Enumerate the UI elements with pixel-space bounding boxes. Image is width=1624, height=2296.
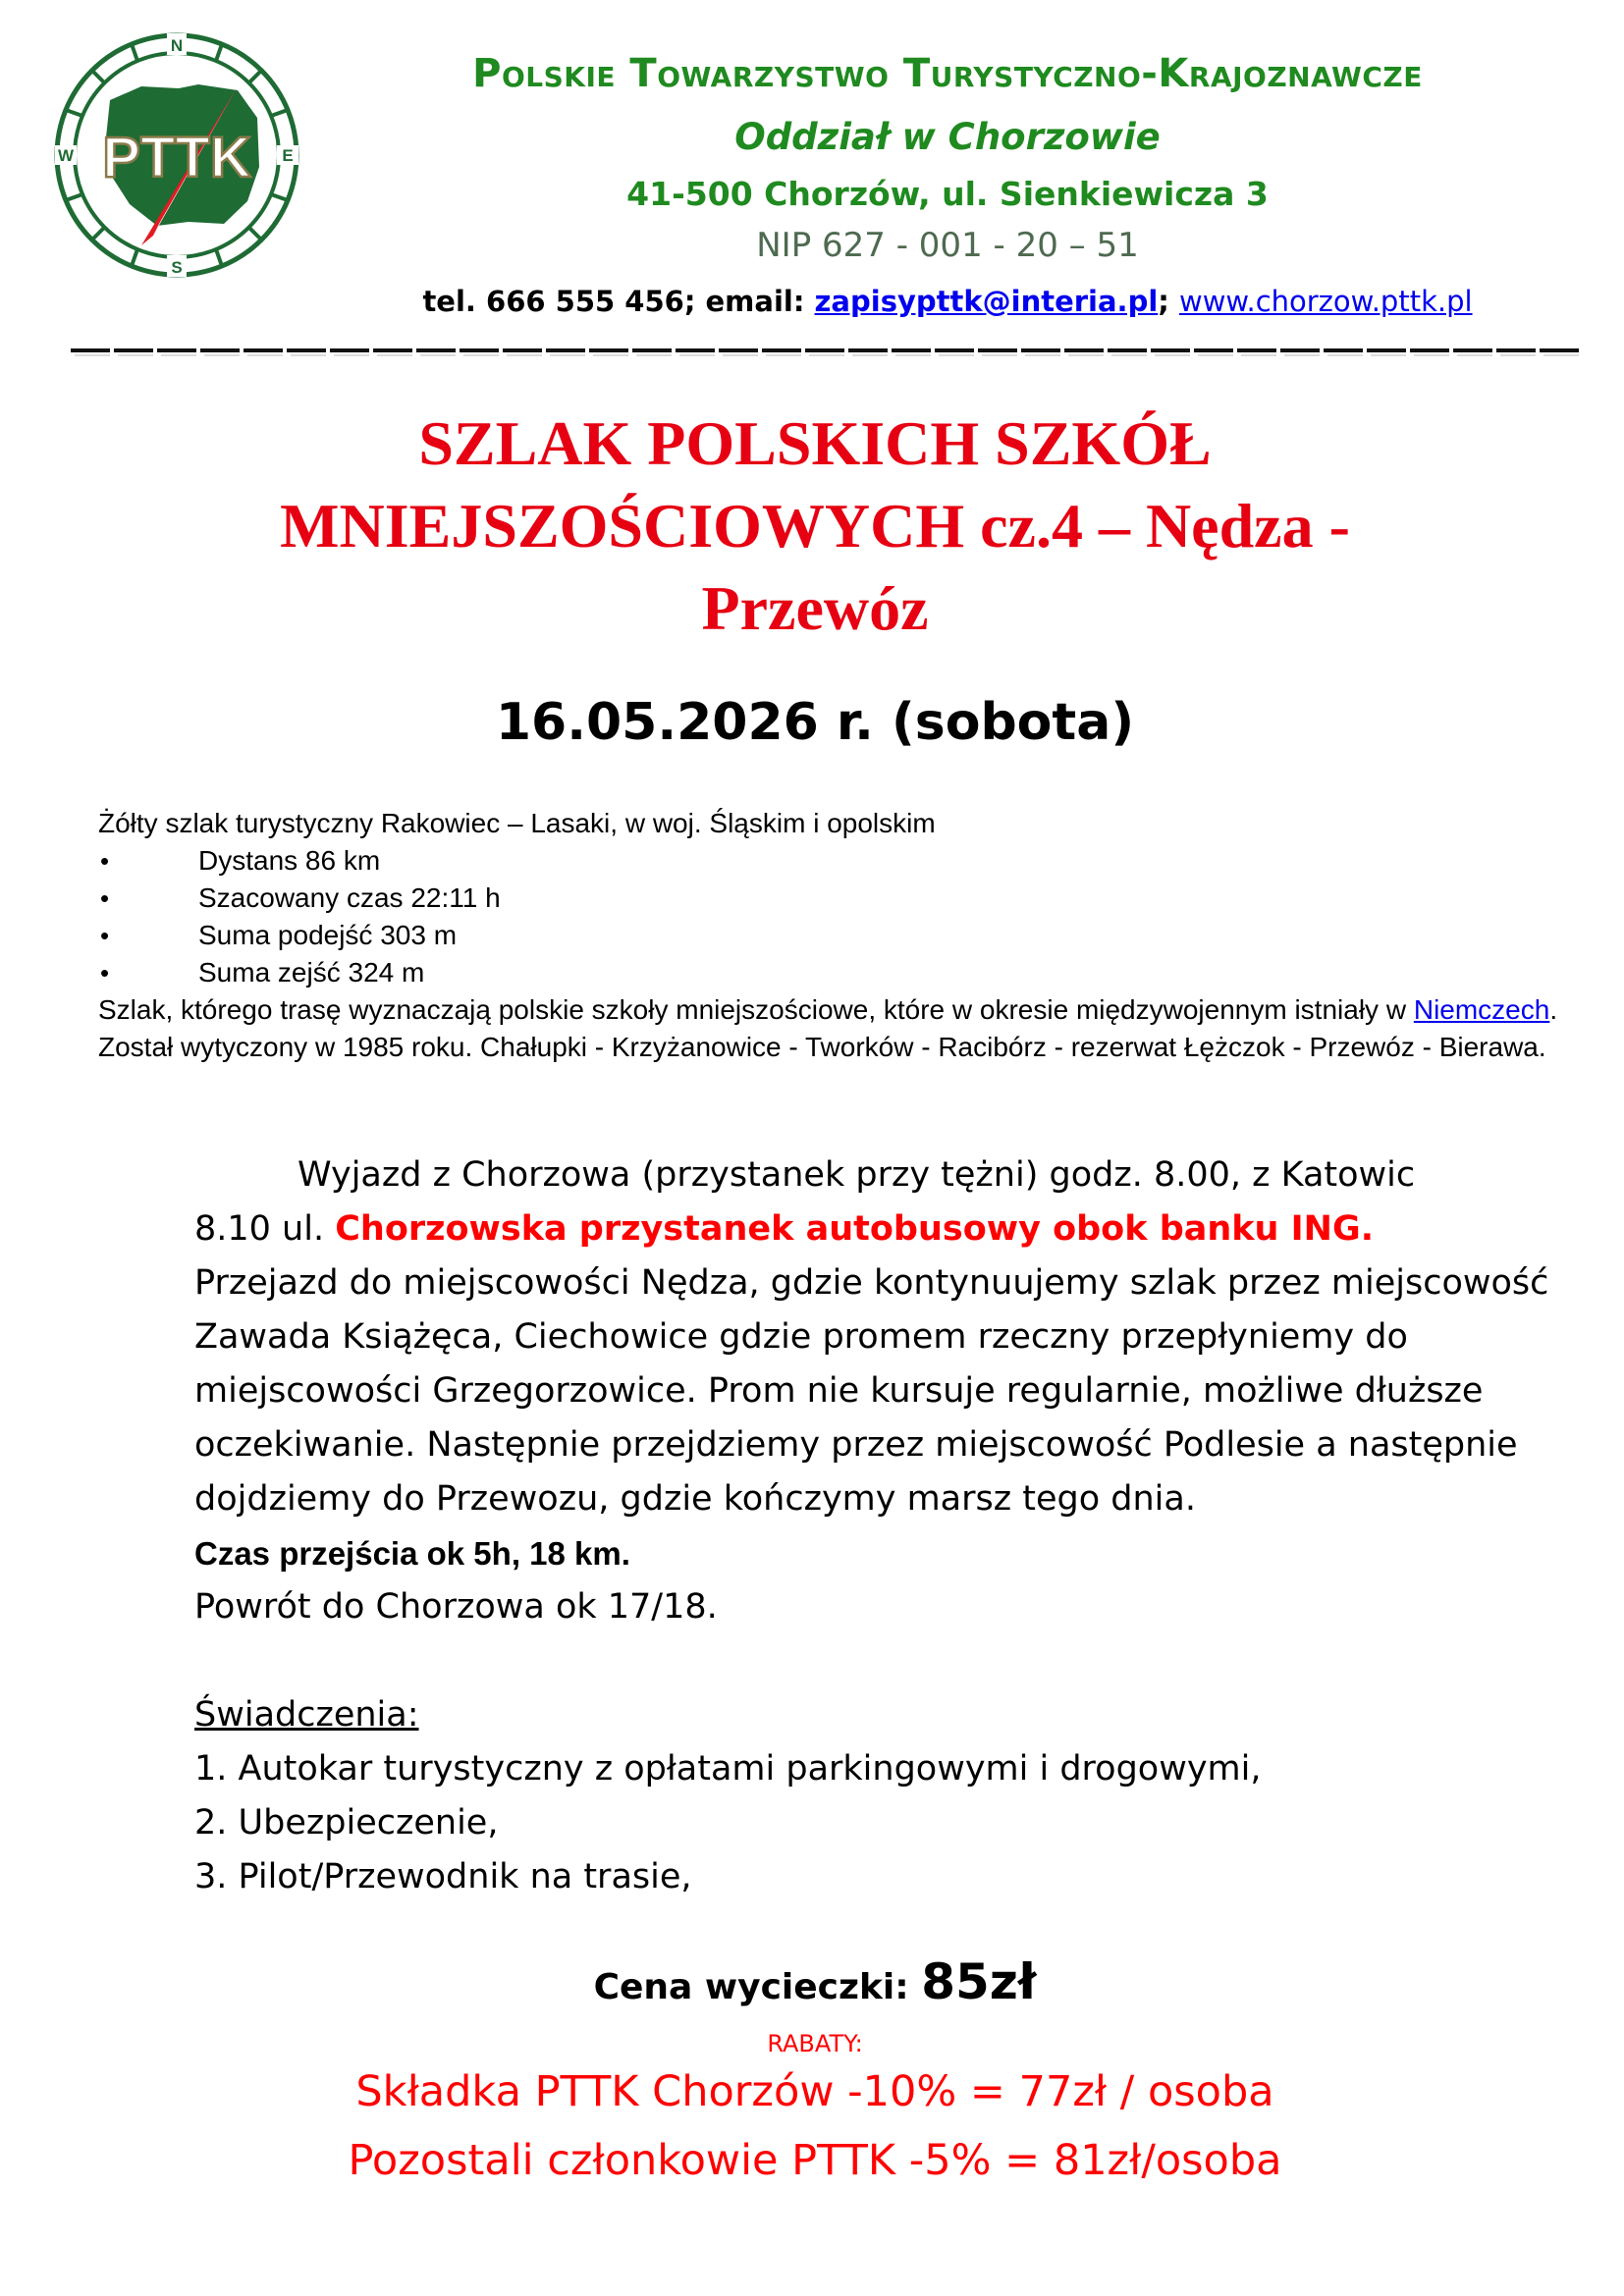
pickup-location-highlight: Chorzowska przystanek autobusowy obok banku ING. <box>335 1209 1374 1249</box>
compass-e: E <box>282 146 294 165</box>
discounts-heading: RABATY: <box>767 2030 863 2057</box>
katowice-time: 8.10 ul. <box>194 1209 336 1249</box>
trail-stats-list <box>98 842 1571 991</box>
trail-stat-distance: • Dystans 86 km <box>98 842 1571 880</box>
logo-text: PTTK <box>102 126 251 189</box>
discount-pttk-chorzow: Składka PTTK Chorzów -10% = 77zł / osoba <box>355 2067 1274 2116</box>
trail-description <box>98 991 1571 1066</box>
header-divider <box>71 348 1583 352</box>
compass-n: N <box>170 36 184 55</box>
compass-w: W <box>57 146 75 165</box>
page-title <box>59 402 1571 650</box>
niemczech-link[interactable]: Niemczech <box>1413 994 1550 1025</box>
departure-katowice <box>194 1202 1608 1256</box>
title-line-3: Przewóz <box>701 573 929 643</box>
trail-stat-time: • Szacowany czas 22:11 h <box>98 880 1571 917</box>
services <box>194 1688 1471 1904</box>
trail-info <box>98 805 1571 1066</box>
organization-name: Polskie Towarzystwo Turystyczno-Krajoznawcze <box>472 51 1423 96</box>
title-line-1: SZLAK POLSKICH SZKÓŁ <box>418 408 1212 478</box>
discount-other-pttk: Pozostali członkowie PTTK -5% = 81zł/osoba <box>348 2136 1282 2185</box>
website-link[interactable]: www.chorzow.pttk.pl <box>1178 285 1473 318</box>
contact-line <box>314 285 1581 318</box>
compass-s: S <box>171 258 183 277</box>
trail-stat-descent: • Suma zejść 324 m <box>98 954 1571 991</box>
price-label: Cena wycieczki: <box>593 1967 922 2007</box>
address: 41-500 Chorzów, ul. Sienkiewicza 3 <box>626 175 1269 213</box>
title-line-2: MNIEJSZOŚCIOWYCH cz.4 – Nędza - <box>280 491 1350 561</box>
trip-date: 16.05.2026 r. (sobota) <box>495 693 1135 752</box>
services-heading: Świadczenia: <box>194 1695 419 1735</box>
trail-stat-ascent: • Suma podejść 303 m <box>98 917 1571 954</box>
return-time: Powrót do Chorzowa ok 17/18. <box>194 1587 718 1627</box>
header-divider-shadow <box>75 354 1587 356</box>
trip-price <box>59 1953 1571 2010</box>
trail-desc-part2: . Został wytyczony w 1985 roku. Chałupki - Krzyżanowice - Tworków - Racibórz - rezerwat Łężczok - Przewóz - Bierawa. <box>98 994 1558 1062</box>
service-item: 3. Pilot/Przewodnik na trasie, <box>194 1857 692 1896</box>
contact-separator: ; <box>1158 285 1179 318</box>
branch-name: Oddział w Chorzowie <box>734 116 1161 158</box>
price-amount: 85zł <box>921 1953 1037 2010</box>
pttk-logo <box>51 29 302 281</box>
itinerary <box>194 1148 1608 1634</box>
departure-line: Wyjazd z Chorzowa (przystanek przy tężni) godz. 8.00, z Katowic <box>298 1155 1416 1195</box>
trail-desc-part1: Szlak, którego trasę wyznaczają polskie szkoły mniejszościowe, które w okresie międzywojennym istniały w <box>98 994 1414 1025</box>
phone-label: tel. 666 555 456; email: <box>422 285 815 318</box>
trail-intro: Żółty szlak turystyczny Rakowiec – Lasaki, w woj. Śląskim i opolskim <box>98 808 936 838</box>
email-link[interactable]: zapisypttk@interia.pl <box>814 285 1159 318</box>
route-description: Przejazd do miejscowości Nędza, gdzie kontynuujemy szlak przez miejscowość Zawada Książęca, Ciechowice gdzie promem rzeczny przepłyniemy do miejscowości Grzegorzowice. Prom nie kursuje regularnie, możliwe dłuższe oczekiwanie. Następnie przejdziemy przez miejscowość Podlesie a następnie dojdziemy do Przewozu, gdzie kończymy marsz tego dnia. <box>194 1263 1549 1519</box>
nip-number: NIP 627 - 001 - 20 – 51 <box>756 226 1139 265</box>
service-item: 2. Ubezpieczenie, <box>194 1803 499 1842</box>
walk-time: Czas przejścia ok 5h, 18 km. <box>194 1535 630 1572</box>
service-item: 1. Autokar turystyczny z opłatami parkingowymi i drogowymi, <box>194 1749 1262 1789</box>
